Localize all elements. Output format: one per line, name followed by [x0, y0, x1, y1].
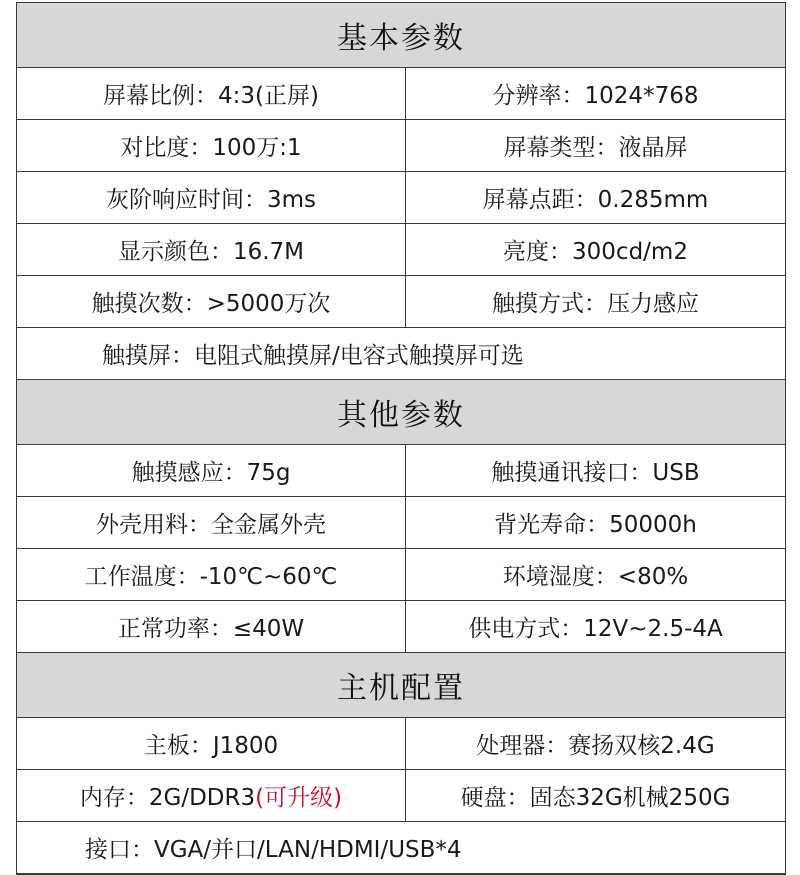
table-row [17, 223, 785, 275]
upgradeable-note: (可升级) [255, 785, 343, 811]
spec-cell: 触摸感应：75g [131, 460, 291, 486]
spec-table [16, 2, 786, 875]
spec-cell: 外壳用料：全金属外壳 [96, 512, 326, 538]
spec-cell: 正常功率：≤40W [117, 616, 305, 642]
spec-cell-memory [17, 770, 405, 821]
table-row [17, 444, 785, 496]
table-row-full [17, 327, 785, 379]
spec-cell: 工作温度：-10℃~60℃ [84, 564, 338, 590]
spec-cell: 环境湿度：<80% [405, 549, 785, 600]
spec-cell: 灰阶响应时间：3ms [105, 187, 317, 213]
spec-cell: 屏幕类型：液晶屏 [405, 120, 785, 171]
section-header-basic [17, 2, 785, 67]
table-row [17, 275, 785, 327]
table-row [17, 769, 785, 821]
table-row [17, 496, 785, 548]
table-row [17, 600, 785, 652]
spec-cell: 触摸次数：>5000万次 [91, 291, 331, 317]
table-row [17, 548, 785, 600]
spec-cell: 主板：J1800 [143, 733, 279, 759]
table-row [17, 717, 785, 769]
table-row [17, 67, 785, 119]
table-row [17, 119, 785, 171]
section-header-host [17, 652, 785, 717]
spec-cell-ports: 接口：VGA/并口/LAN/HDMI/USB*4 [85, 837, 462, 863]
spec-cell: 触摸方式：压力感应 [405, 276, 785, 327]
spec-cell: 背光寿命：50000h [405, 497, 785, 548]
spec-cell: 供电方式：12V~2.5-4A [405, 601, 785, 652]
spec-cell: 处理器：赛扬双核2.4G [405, 718, 785, 769]
spec-cell-storage: 硬盘：固态32G机械250G [405, 770, 785, 821]
table-row-full [17, 821, 785, 875]
spec-cell: 屏幕点距：0.285mm [405, 172, 785, 223]
spec-cell: 屏幕比例：4:3(正屏) [103, 83, 319, 109]
section-title: 主机配置 [337, 671, 465, 706]
section-title: 其他参数 [337, 398, 465, 433]
section-header-other [17, 379, 785, 444]
spec-cell: 对比度：100万:1 [120, 135, 302, 161]
spec-cell: 分辨率：1024*768 [405, 68, 785, 119]
section-title: 基本参数 [337, 21, 465, 56]
spec-cell-touchscreen: 触摸屏：电阻式触摸屏/电容式触摸屏可选 [102, 343, 524, 369]
spec-cell: 亮度：300cd/m2 [405, 224, 785, 275]
spec-cell: 显示颜色：16.7M [117, 239, 305, 265]
memory-text: 内存：2G/DDR3 [79, 785, 256, 811]
table-row [17, 171, 785, 223]
spec-cell: 触摸通讯接口：USB [405, 445, 785, 496]
